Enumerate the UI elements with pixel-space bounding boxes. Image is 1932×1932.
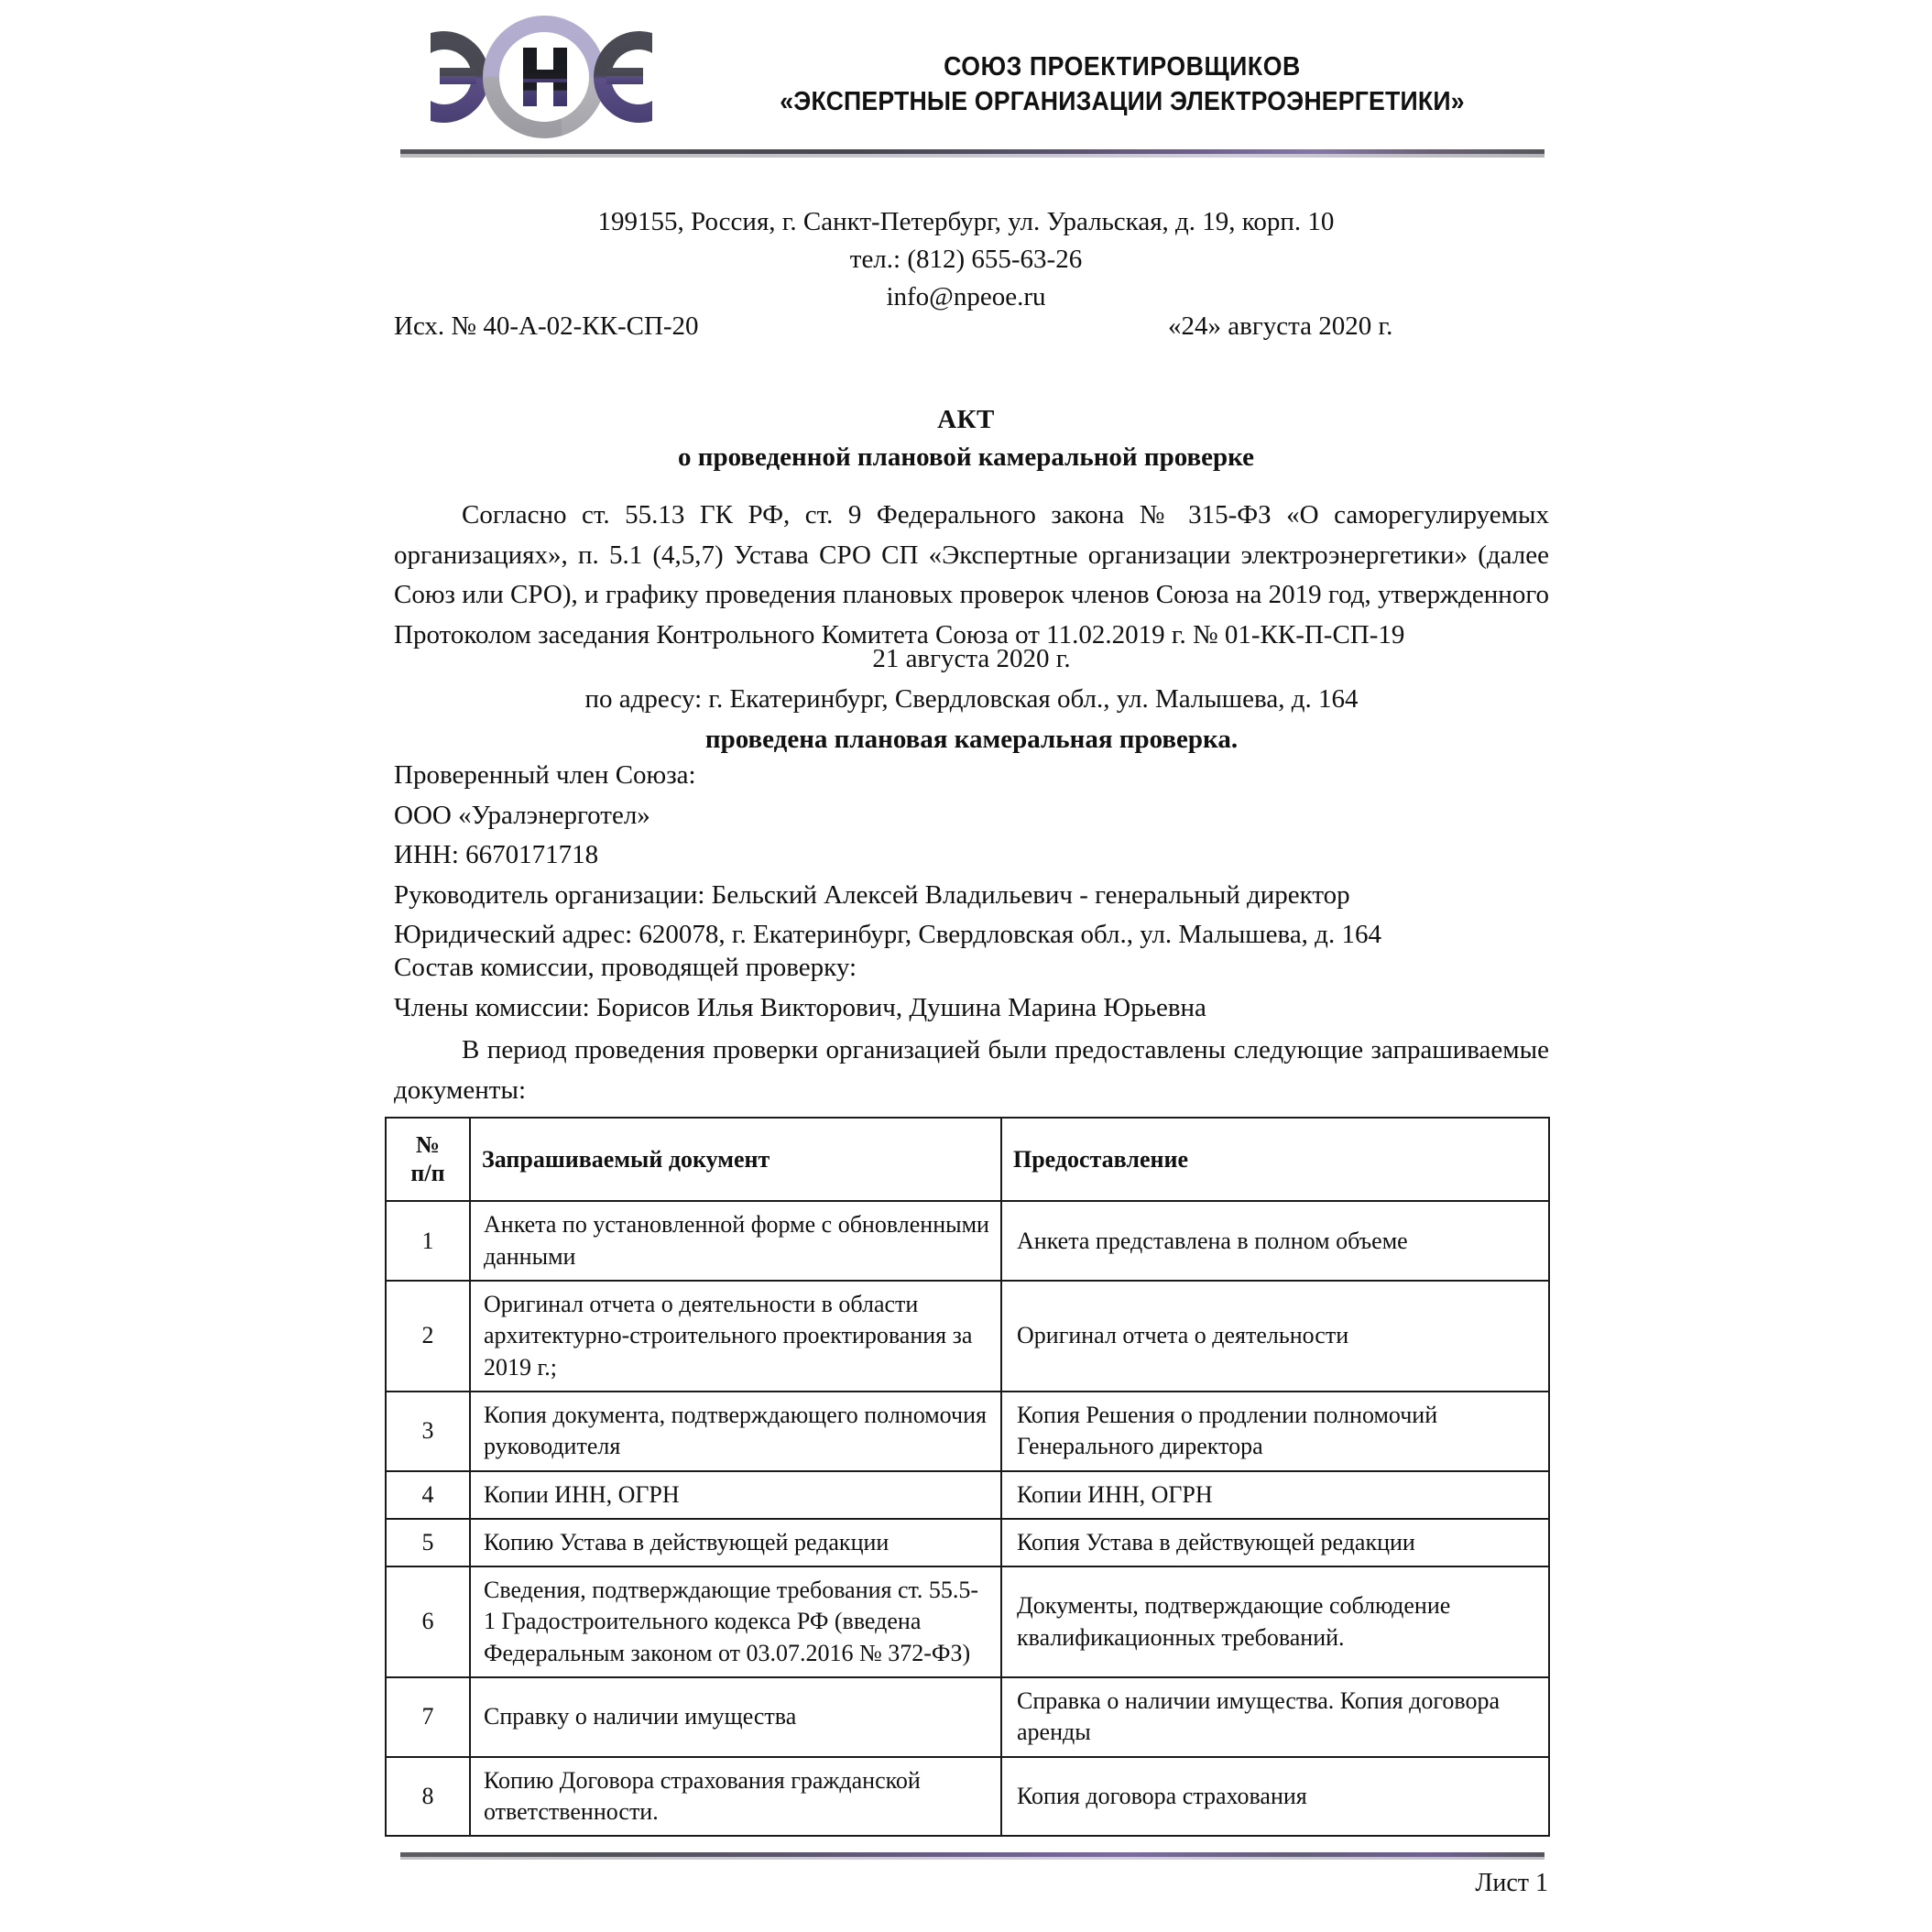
documents-intro-paragraph: В период проведения проверки организацией были предоставлены следующие запрашиваемые документы:: [394, 1035, 1549, 1105]
header-rule-light-bar: [400, 154, 1545, 158]
legal-basis-paragraph: Согласно ст. 55.13 ГК РФ, ст. 9 Федерального закона № 315-ФЗ «О саморегулируемых организациях», п. 5.1 (4,5,7) Устава СРО СП «Экспертные организации электроэнергетики» (далее Союз или СРО), и графику проведения плановых проверок членов Союза на 2019 год, утвержденного Протоколом заседания Контрольного Комитета Союза от 11.02.2019 г. № 01-КК-П-СП-19: [394, 500, 1549, 649]
row-document: Копия документа, подтверждающего полномочия руководителя: [470, 1392, 1001, 1471]
row-provision: Документы, подтверждающие соблюдение квалификационных требований.: [1001, 1566, 1549, 1677]
row-provision: Копии ИНН, ОГРН: [1001, 1471, 1549, 1519]
row-number: 8: [386, 1757, 470, 1837]
member-heading: Проверенный член Союза:: [394, 760, 696, 790]
row-document: Справку о наличии имущества: [470, 1677, 1001, 1757]
contact-address: 199155, Россия, г. Санкт-Петербург, ул. Уральская, д. 19, корп. 10: [597, 207, 1335, 236]
document-title: [0, 405, 1932, 473]
logo-letter-e: [594, 31, 652, 123]
row-number: 6: [386, 1566, 470, 1677]
organization-titles: [696, 51, 1548, 117]
row-document: Сведения, подтверждающие требования ст. 55.5-1 Градостроительного кодекса РФ (введена Федеральным законом от 03.07.2016 № 372-ФЗ): [470, 1566, 1001, 1677]
row-number: 3: [386, 1392, 470, 1471]
row-provision: Справка о наличии имущества. Копия договора аренды: [1001, 1677, 1549, 1757]
table-header-number-line1: №: [415, 1131, 441, 1158]
inspection-block: [394, 639, 1549, 759]
letterhead: [0, 0, 1932, 183]
table-row: [386, 1757, 1549, 1837]
title-subtitle: о проведенной плановой камеральной проверке: [677, 442, 1254, 472]
footer-rule-light-bar: [400, 1857, 1545, 1860]
table-header-document: Запрашиваемый документ: [470, 1118, 1001, 1201]
row-document: Анкета по установленной форме с обновленными данными: [470, 1201, 1001, 1281]
row-document: Копию Договора страхования гражданской ответственности.: [470, 1757, 1001, 1837]
contact-block: [0, 203, 1932, 317]
member-head: Руководитель организации: Бельский Алексей Владильевич - генеральный директор: [394, 879, 1350, 910]
sheet-number: Лист 1: [1475, 1869, 1548, 1897]
outgoing-number: Исх. № 40-А-02-КК-СП-20: [394, 311, 699, 341]
table-row: [386, 1392, 1549, 1471]
table-header-number-line2: п/п: [410, 1159, 445, 1186]
organization-logo-icon: [423, 13, 660, 141]
table-header-number: [386, 1118, 470, 1201]
document-date: «24» августа 2020 г.: [1168, 311, 1393, 341]
logo-letter-o-with-n: [491, 24, 597, 130]
member-inn: ИНН: 6670171718: [394, 840, 599, 869]
org-title-line-1: СОЮЗ ПРОЕКТИРОВЩИКОВ: [944, 52, 1301, 82]
commission-heading: Состав комиссии, проводящей проверку:: [394, 953, 857, 982]
row-provision: Копия Устава в действующей редакции: [1001, 1519, 1549, 1566]
row-provision: Копия договора страхования: [1001, 1757, 1549, 1837]
requested-documents-table: [385, 1117, 1550, 1837]
row-document: Копию Устава в действующей редакции: [470, 1519, 1001, 1566]
table-row: [386, 1281, 1549, 1392]
table-body: [386, 1201, 1549, 1836]
table-row: [386, 1471, 1549, 1519]
member-legal-address: Юридический адрес: 620078, г. Екатеринбург, Свердловская обл., ул. Малышева, д. 164: [394, 920, 1381, 949]
member-block: [394, 756, 1585, 955]
row-document: Копии ИНН, ОГРН: [470, 1471, 1001, 1519]
row-number: 5: [386, 1519, 470, 1566]
footer-divider-rule: [400, 1852, 1545, 1860]
inspection-date: 21 августа 2020 г.: [872, 644, 1071, 673]
commission-members: Члены комиссии: Борисов Илья Викторович, Душина Марина Юрьевна: [394, 992, 1206, 1022]
title-akt: АКТ: [937, 405, 995, 434]
commission-block: [394, 948, 1585, 1028]
header-divider-rule: [400, 149, 1545, 158]
inspection-address: по адресу: г. Екатеринбург, Свердловская обл., ул. Малышева, д. 164: [584, 684, 1359, 715]
table-row: [386, 1677, 1549, 1757]
contact-email: info@npeoe.ru: [886, 282, 1046, 312]
row-provision: Копия Решения о продлении полномочий Генерального директора: [1001, 1392, 1549, 1471]
table-row: [386, 1566, 1549, 1677]
row-number: 2: [386, 1281, 470, 1392]
row-provision: Оригинал отчета о деятельности: [1001, 1281, 1549, 1392]
logo-letter-e-reversed: [431, 31, 489, 123]
contact-phone: тел.: (812) 655-63-26: [849, 245, 1083, 275]
row-document: Оригинал отчета о деятельности в области архитектурно-строительного проектирования за 2019 г.;: [470, 1281, 1001, 1392]
org-title-line-2: «ЭКСПЕРТНЫЕ ОРГАНИЗАЦИИ ЭЛЕКТРОЭНЕРГЕТИКИ»: [780, 87, 1465, 117]
reference-row: [394, 311, 1548, 342]
table-header-provision: Предоставление: [1001, 1118, 1549, 1201]
inspection-statement: проведена плановая камеральная проверка.: [704, 725, 1239, 755]
table-row: [386, 1201, 1549, 1281]
table-header-row: [386, 1118, 1549, 1201]
row-number: 1: [386, 1201, 470, 1281]
member-name: ООО «Уралэнерготел»: [394, 800, 650, 830]
row-provision: Анкета представлена в полном объеме: [1001, 1201, 1549, 1281]
row-number: 7: [386, 1677, 470, 1757]
table-row: [386, 1519, 1549, 1566]
requested-documents-table-wrapper: [385, 1117, 1548, 1837]
row-number: 4: [386, 1471, 470, 1519]
